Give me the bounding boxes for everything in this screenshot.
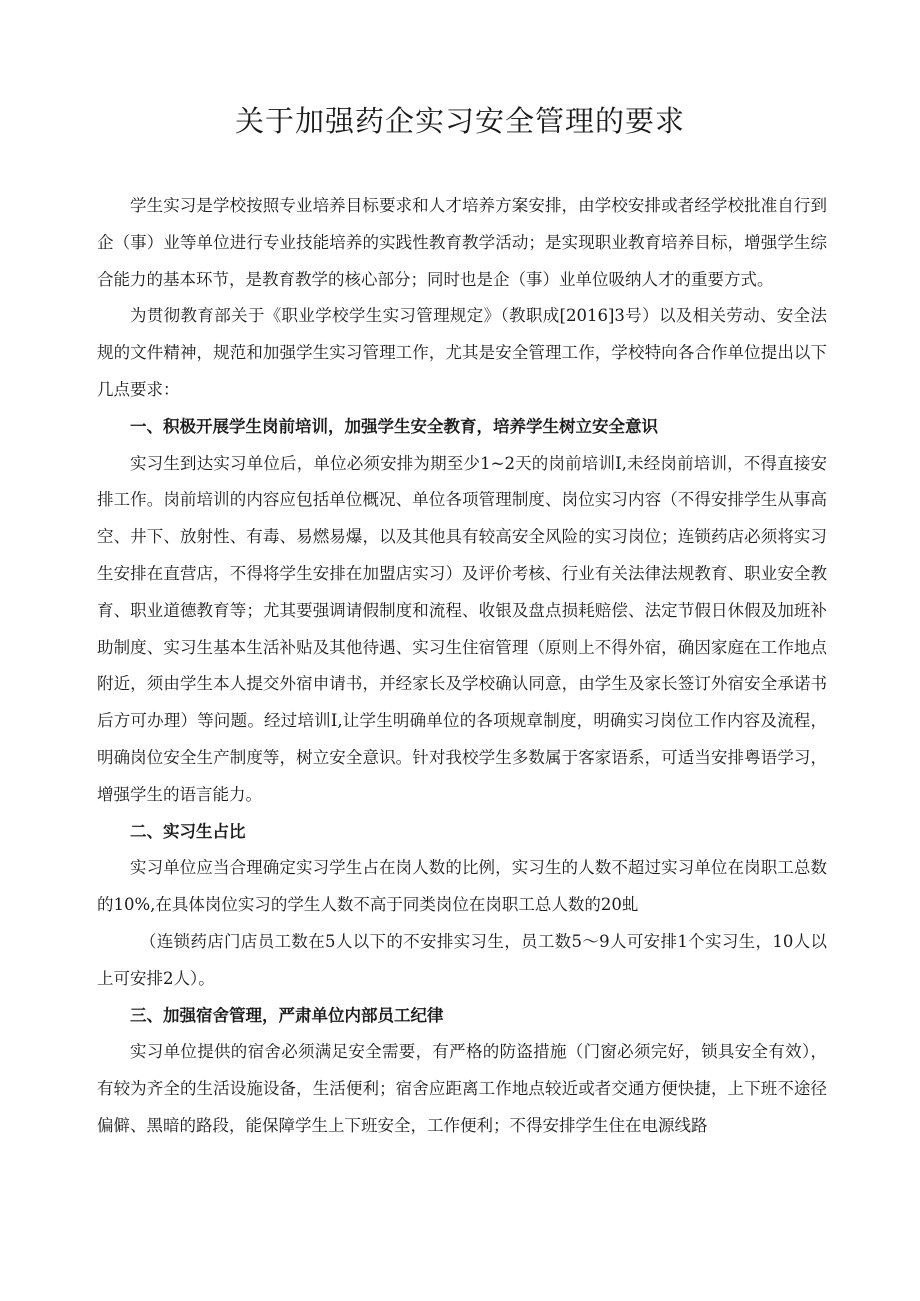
document-title: 关于加强药企实习安全管理的要求	[234, 104, 685, 138]
section-heading-2: 二、实习生占比	[130, 821, 246, 841]
paragraph-purpose: 为贯彻教育部关于《职业学校学生实习管理规定》（教职成[2016]3号）以及相关劳动、安全法规的文件精神，规范和加强学生实习管理工作，尤其是安全管理工作，学校特向各合作单位提出以下几点要求：	[97, 306, 827, 399]
paragraph-ratio-note: （连锁药店门店员工数在5人以下的不安排实习生，员工数5～9人可安排1个实习生，10人以上可安排2人）。	[97, 931, 827, 988]
section-heading-1: 一、积极开展学生岗前培训，加强学生安全教育，培养学生树立安全意识	[130, 416, 658, 436]
paragraph-dormitory: 实习单位提供的宿舍必须满足安全需要，有严格的防盗措施（门窗必须完好，锁具安全有效），有较为齐全的生活设施设备，生活便利；宿舍应距离工作地点较近或者交通方便快捷，上下班不途径偏僻、黑暗的路段，能保障学生上下班安全，工作便利；不得安排学生住在电源线路	[97, 1042, 827, 1135]
paragraph-intro: 学生实习是学校按照专业培养目标要求和人才培养方案安排，由学校安排或者经学校批准自行到企（事）业等单位进行专业技能培养的实践性教育教学活动；是实现职业教育培养目标，增强学生综合能力的基本环节，是教育教学的核心部分；同时也是企（事）业单位吸纳人才的重要方式。	[97, 196, 827, 289]
section-heading-3: 三、加强宿舍管理，严肃单位内部员工纪律	[130, 1005, 444, 1025]
paragraph-ratio: 实习单位应当合理确定实习学生占在岗人数的比例，实习生的人数不超过实习单位在岗职工总数的10%,在具体岗位实习的学生人数不高于同类岗位在岗职工总人数的20虬	[97, 858, 827, 915]
paragraph-training: 实习生到达实习单位后，单位必须安排为期至少1~2天的岗前培训I,未经岗前培训，不得直接安排工作。岗前培训的内容应包括单位概况、单位各项管理制度、岗位实习内容（不得安排学生从事高空、井下、放射性、有毒、易燃易爆，以及其他具有较高安全风险的实习岗位；连锁药店必须将实习生安排在直营店，不得将学生安排在加盟店实习）及评价考核、行业有关法律法规教育、职业安全教育、职业道德教育等；尤其要强调请假制度和流程、收银及盘点损耗赔偿、法定节假日休假及加班补助制度、实习生基本生活补贴及其他待遇、实习生住宿管理（原则上不得外宿，确因家庭在工作地点附近，须由学生本人提交外宿申请书，并经家长及学校确认同意，由学生及家长签订外宿安全承诺书后方可办理）等问题。经过培训I,让学生明确单位的各项规章制度，明确实习岗位工作内容及流程，明确岗位安全生产制度等，树立安全意识。针对我校学生多数属于客家语系，可适当安排粤语学习，增强学生的语言能力。	[97, 453, 827, 804]
document-body	[97, 188, 827, 1145]
